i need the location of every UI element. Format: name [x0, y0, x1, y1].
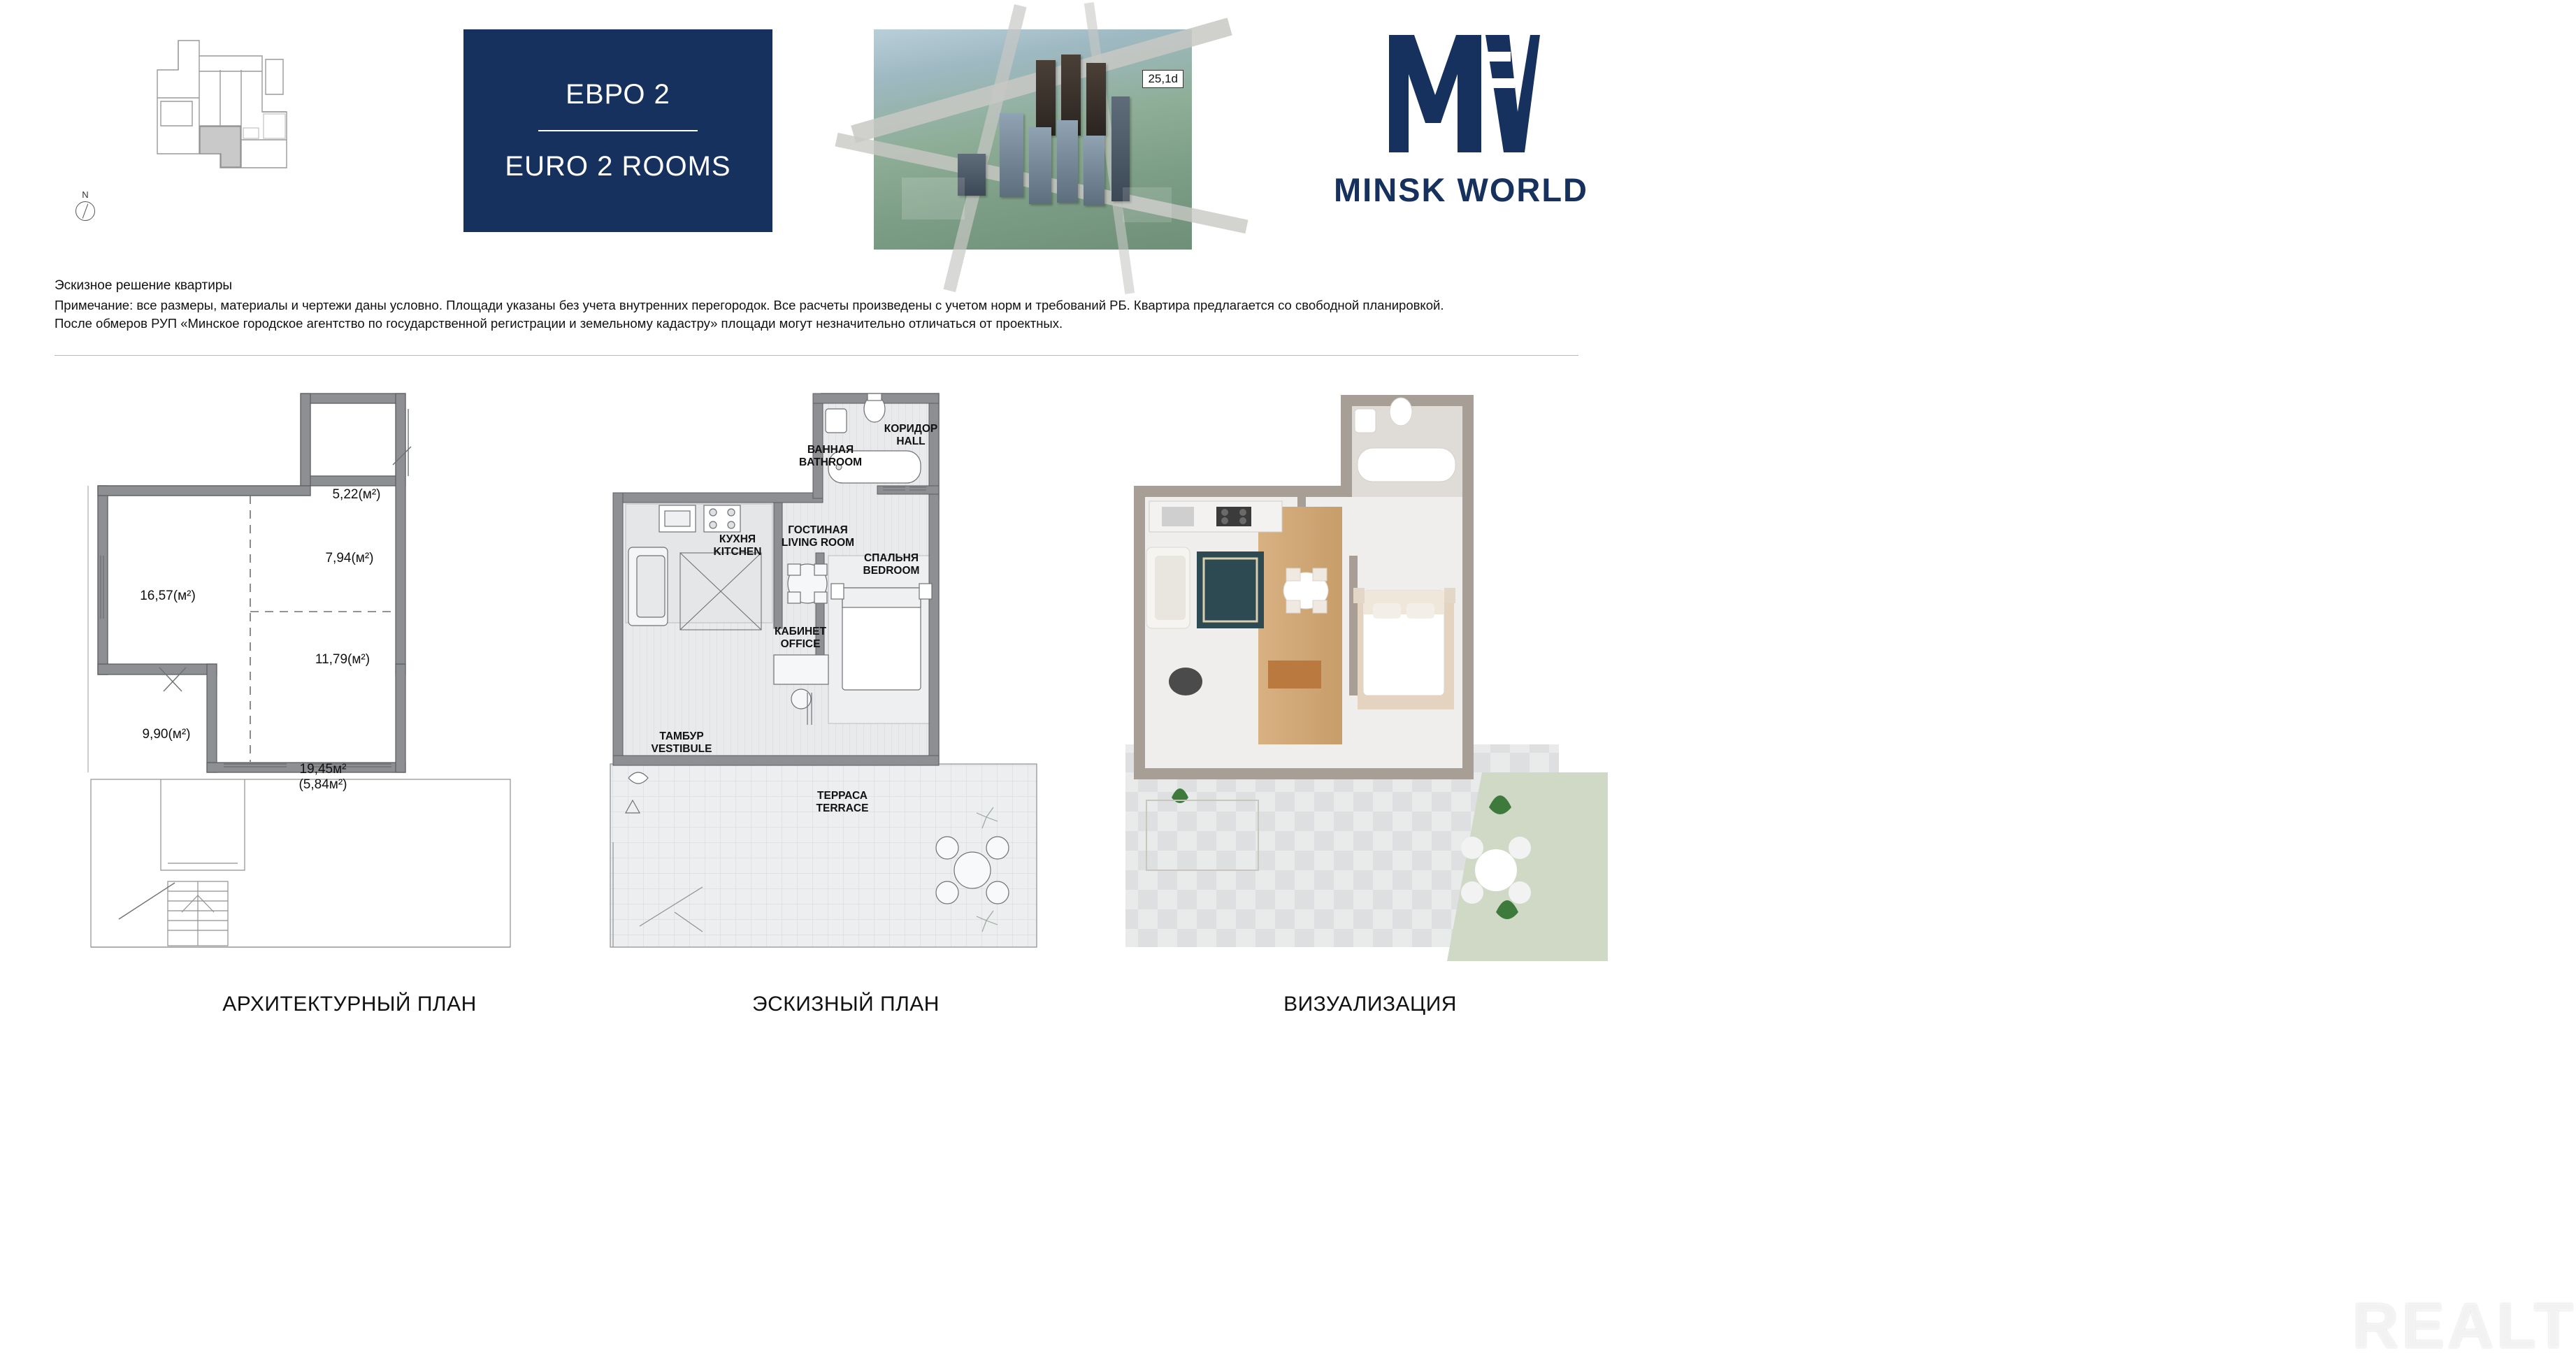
mw-monogram-icon [1381, 28, 1541, 161]
watermark-realt: REALT [2352, 1290, 2576, 1362]
building-tower [1111, 96, 1130, 201]
building-tower [1084, 136, 1104, 205]
area-label-7-94: 7,94(м²) [325, 551, 374, 565]
building-key-plan [115, 28, 325, 189]
room-label-vestibule-ru: ТАМБУР [659, 730, 704, 742]
room-label-terrace-en: TERRACE [816, 802, 869, 814]
room-label-bedroom-en: BEDROOM [863, 565, 920, 577]
disclaimer-title: Эскизное решение квартиры [55, 278, 233, 293]
building-tower [1086, 63, 1106, 136]
room-label-bathroom-ru: ВАННАЯ [807, 444, 854, 456]
disclaimer-line-2: После обмеров РУП «Минское городское агентство по государственной регистрации и земельному кадастру» площади могут незначительно отличаться от проектных. [55, 316, 1063, 331]
building-tower [1029, 127, 1051, 204]
room-label-hall-ru: КОРИДОР [884, 423, 938, 435]
area-label-5-22: 5,22(м²) [332, 487, 381, 502]
room-label-kitchen-ru: КУХНЯ [719, 533, 756, 545]
room-label-hall-en: HALL [896, 435, 926, 447]
visualization-render [1118, 381, 1608, 961]
room-label-kitchen-en: KITCHEN [713, 546, 762, 558]
compass-north-label: N [82, 189, 89, 200]
caption-architectural-plan: АРХИТЕКТУРНЫЙ ПЛАН [222, 993, 477, 1016]
disclaimer-line-1: Примечание: все размеры, материалы и чертежи даны условно. Площади указаны без учета внутренних перегородок. Все расчеты произведены с учетом норм и требований РБ. Квартира предлагается со свободной планировкой. [55, 298, 1444, 312]
disclaimer-block [55, 278, 1578, 333]
room-label-terrace-ru: ТЕРРАСА [817, 790, 868, 802]
room-label-living-ru: ГОСТИНАЯ [788, 524, 848, 536]
compass-needle [82, 203, 88, 218]
area-label-5-84: (5,84м²) [298, 777, 347, 792]
compass-circle [75, 201, 95, 221]
area-label-19-45: 19,45м² [299, 762, 347, 777]
sketch-plan-panel [598, 381, 1087, 961]
building-tower [1057, 120, 1078, 203]
area-label-11-79: 11,79(м²) [315, 652, 370, 667]
room-label-bedroom-ru: СПАЛЬНЯ [863, 552, 919, 564]
architectural-plan-drawing [77, 381, 566, 961]
area-label-9-90: 9,90(м²) [142, 727, 191, 742]
title-english: EURO 2 ROOMS [505, 151, 731, 182]
compass-rose [66, 190, 104, 233]
room-label-living-en: LIVING ROOM [781, 537, 855, 549]
building-block [1123, 187, 1172, 222]
building-tower [1036, 60, 1056, 136]
caption-visualization: ВИЗУАЛИЗАЦИЯ [1283, 993, 1457, 1016]
room-label-bathroom-en: BATHROOM [798, 456, 863, 468]
apartment-type-title [463, 29, 772, 232]
room-label-office-ru: КАБИНЕТ [775, 626, 826, 637]
title-divider [538, 130, 698, 131]
brand-logo [1314, 28, 1608, 231]
room-label-vestibule-en: VESTIBULE [651, 743, 712, 755]
header-divider [55, 355, 1578, 356]
photo-section-badge: 25,1d [1142, 70, 1183, 88]
area-label-16-57: 16,57(м²) [140, 589, 196, 603]
brand-name: MINSK WORLD [1333, 171, 1588, 208]
title-russian: ЕВРО 2 [566, 79, 670, 110]
sheet-header [0, 0, 1634, 266]
architectural-plan-panel [77, 381, 566, 961]
building-tower [1000, 113, 1023, 197]
room-label-office-en: OFFICE [780, 638, 821, 650]
building-block [902, 178, 965, 219]
caption-sketch-plan: ЭСКИЗНЫЙ ПЛАН [752, 993, 940, 1016]
complex-aerial-photo [874, 29, 1192, 250]
